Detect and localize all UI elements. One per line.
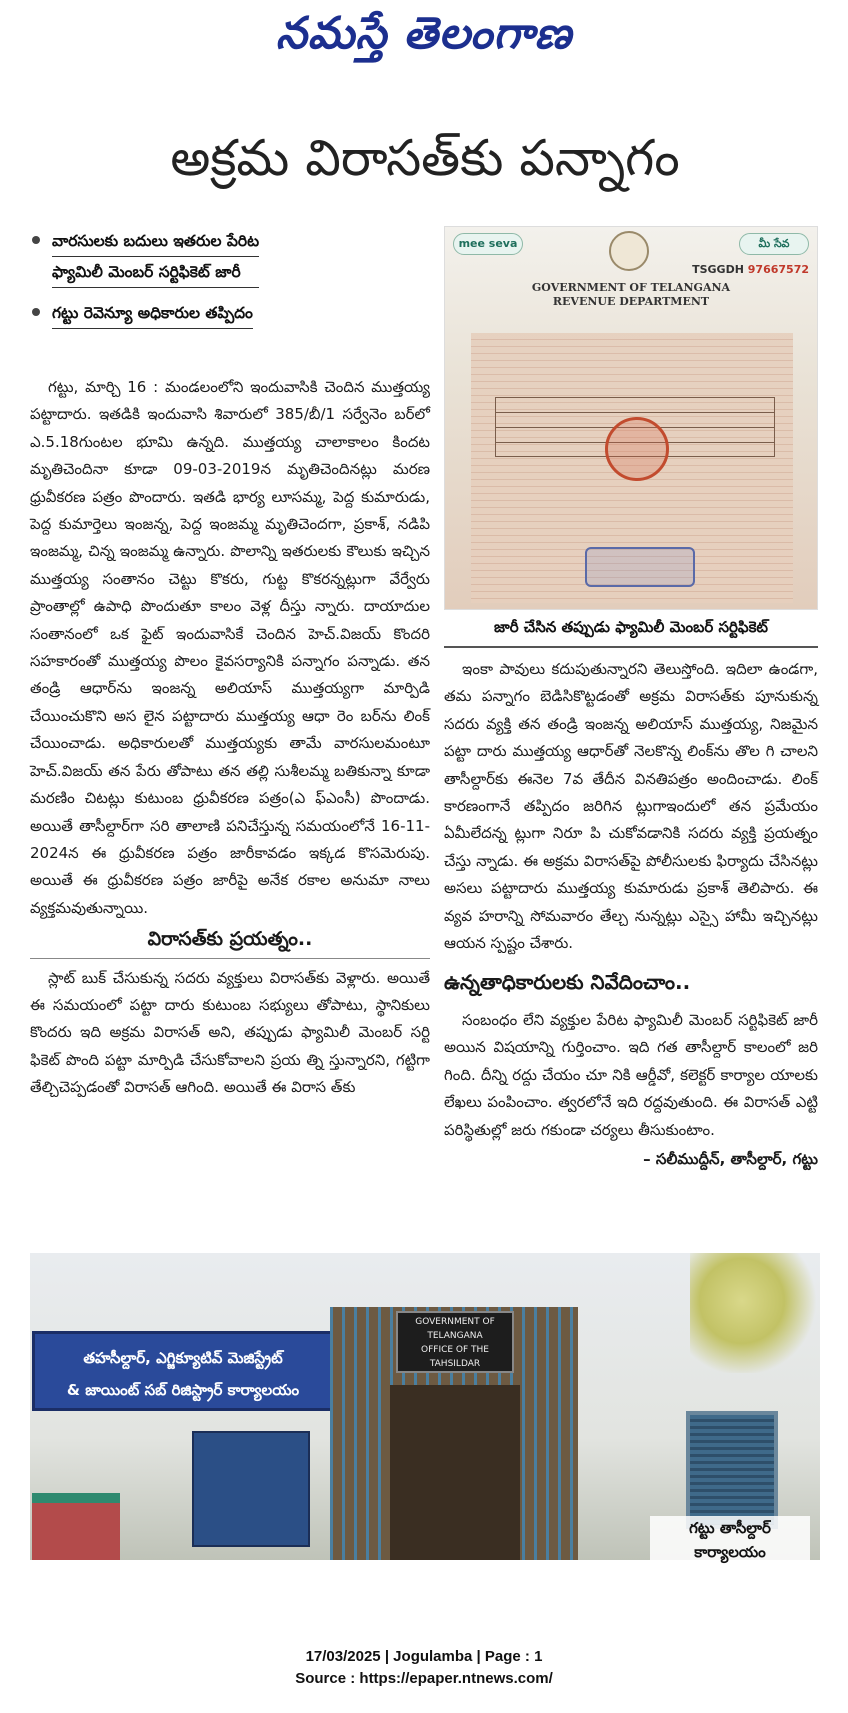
bullet-line: గట్టు రెవెన్యూ అధికారుల తప్పిదం <box>52 298 253 329</box>
article-left-column <box>30 374 430 1102</box>
certificate-photo <box>444 226 818 610</box>
bullet-dot-icon <box>32 236 40 244</box>
office-board-line: & జాయింట్ సబ్ రిజిస్ట్రార్ కార్యాలయం <box>66 1381 300 1399</box>
office-gate <box>330 1307 578 1560</box>
tahsildar-board-line: GOVERNMENT OF TELANGANA <box>415 1317 495 1341</box>
article-subheading: ఉన్నతాధికారులకు నివేదించాం.. <box>444 970 691 995</box>
office-photo-caption <box>650 1516 810 1564</box>
certificate-title-line: REVENUE DEPARTMENT <box>552 295 710 308</box>
bullet-dot-icon <box>32 308 40 316</box>
official-seal-icon <box>605 417 669 481</box>
masthead-title: నమస్తే తెలంగాణ <box>275 8 573 59</box>
bullet-item <box>30 226 425 288</box>
tahsildar-board <box>396 1311 514 1373</box>
meeseva-logo: mee seva <box>453 233 523 255</box>
article-paragraph: ఇంకా పావులు కదుపుతున్నారని తెలుస్తోంది. ఇదిలా ఉండగా, తమ పన్నాగం బెడిసికొట్టడంతో అక్రమ విరాసత్‌కు పూనుకున్న సదరు వ్యక్తి తన తండ్రి ఇంజన్న అలియాస్ ముత్తయ్య, నిజమైన పట్టా దారు ముత్తయ్య ఆధార్‌తో నెలకొన్న లింక్‌ను తొల గి చాలని తాసీల్దార్‌కు ఈనెల 7వ తేదీన వినతిపత్రం అందించాడు. లింక్ కారణంగానే తప్పిదం జరిగిన ట్లుగాఇందులో తన ప్రమేయం ఏమీలేదన్న ట్లుగా నిరూ పి చుకోవడానికి సదరు వ్యక్తి ప్రయత్నం చేస్తు న్నాడు. ఈ అక్రమ విరాసత్‌పై పోలీసులకు ఫిర్యాదు చేసినట్లు అసలు పట్టాదారు ముత్తయ్య కుమారుడు ప్రకాశ్ తెలిపారు. ఈ వ్యవ హరాన్ని సోమవారం తేల్చ నున్నట్లు ఎస్సై హామీ ఇచ్చినట్లు ఆయన స్పష్టం చేశారు. <box>444 660 818 953</box>
bullet-text <box>52 298 253 329</box>
office-board-line: తహసీల్దార్, ఎగ్జిక్యూటివ్ మెజిస్ట్రేట్ <box>83 1349 283 1367</box>
office-caption-line: కార్యాలయం <box>694 1543 766 1561</box>
bullet-line: వారసులకు బదులు ఇతరుల పేరిట <box>52 226 259 257</box>
article-right-column <box>444 656 818 1173</box>
article-signature: – సలీముద్దీన్, తాసీల్దార్, గట్టు <box>643 1149 818 1168</box>
office-caption-line: గట్టు తాసీల్దార్ <box>689 1519 771 1537</box>
bullet-item <box>30 298 425 329</box>
bullet-list <box>30 226 425 339</box>
article-paragraph: సంబంధం లేని వ్యక్తుల పేరిట ఫ్యామిలీ మెంబర్ సర్టిఫికెట్ జారీ అయిన విషయాన్ని గుర్తించాం. ఇది గత తాసీల్దార్ కాలంలో జరి గింది. దీన్ని రద్దు చేయం చూ నికి ఆర్డీవో, కలెక్టర్ కార్యాల యాలకు లేఖలు పంపించాం. త్వరలోనే ఇది రద్దవుతుంది. ఈ విరాసత్ ఎట్టి పరిస్థితుల్లో జరు గకుండా చర్యలు తీసుకుంటాం. <box>444 1010 818 1139</box>
bullet-text <box>52 226 259 288</box>
certificate-title-line: GOVERNMENT OF TELANGANA <box>531 281 731 294</box>
certificate-code-prefix: TSGGDH <box>692 263 744 276</box>
certificate-code-number: 97667572 <box>747 263 809 276</box>
headline: అక్రమ విరాసత్‌కు పన్నాగం <box>170 129 680 187</box>
tree-foliage <box>690 1253 820 1373</box>
article-paragraph: గట్టు, మార్చి 16 : మండలంలోని ఇందువాసికి చెందిన ముత్తయ్య పట్టాదారు. ఇతడికి ఇందువాసి శివారులో 385/బీ/1 సర్వేనెం బర్‌లో ఎ.5.18గుంటల భూమి ఉన్నది. ముత్తయ్య చాలాకాలం కిందట మృతిచెందినా కూడా 09-03-2019న మృతిచెందినట్లు మరణ ధ్రువీకరణ పత్రం పొందారు. ఇతడి భార్య లూసమ్మ, పెద్ద కుమారుడు, పెద్ద కుమార్తెలు ఇంజన్న, పెద్ద ఇంజమ్మ మృతిచెందగా, ప్రకాశ్, నడిపి ఇంజమ్మ, చిన్న ఇంజమ్మ ఉన్నారు. పొలాన్ని ఇతరులకు కౌలుకు ఇచ్చిన ముత్తయ్య సంతానం చెట్టు కొకరు, గుట్ట కొకరన్నట్లుగా వేర్వేరు ప్రాంతాల్లో ఉపాధి పొందుతూ కాలం వెళ్ల దీస్తు న్నారు. దాయాదుల సంతానంలో ఒక ఫైట్ ఇందువాసికే చెందిన హెచ్.విజయ్ కొందరి సహకారంతో ముత్తయ్య పొలం కైవసర్యానికి పన్నాగం పన్నాడు. తన తండ్రి ఆధార్‌ను ఇంజన్న అలియాస్ ముత్తయ్యగా మార్పిడి చేయించుకొని అస లైన పట్టాదారు ముత్తయ్య ఆధా రెం బర్‌ను లింక్ చేయించాడు. అధికారులతో ముత్తయ్యకు తామే వారసులమంటూ హెచ్.విజయ్ తన పేరు తోపాటు తన తల్లి సుశీలమ్మ బతికున్నా కూడా మరణిం చిటట్లు కుటుంబ ధ్రువీకరణ పత్రం(ఎ ఫ్‌ఎంసీ) పొందాడు. అయితే తాసీల్దార్‌గా సరి తాలాణి పనిచేస్తున్న సమయంలోనే 16-11-2024న ఈ ధ్రువీకరణ పత్రం జారీకావడం ఇక్కడ కొసమెరుపు. అయితే ఈ ధ్రువీకరణ పత్రం జారీపై అనేక రకాల అనుమా నాలు వ్యక్తమవుతున్నాయి. <box>30 378 430 917</box>
cart <box>32 1493 120 1560</box>
bullet-line: ఫ్యామిలీ మెంబర్ సర్టిఫికెట్ జారీ <box>52 257 259 288</box>
certified-stamp-icon <box>585 547 695 587</box>
footer-date-line: 17/03/2025 | Jogulamba | Page : 1 <box>305 1648 543 1665</box>
page-footer <box>0 1646 848 1690</box>
footer-source-line: Source : https://epaper.ntnews.com/ <box>295 1670 553 1687</box>
tahsildar-board-line: OFFICE OF THE TAHSILDAR <box>421 1345 489 1369</box>
masthead <box>0 8 848 76</box>
telangana-emblem-icon <box>609 231 649 271</box>
meeseva-telugu-logo: మీ సేవ <box>739 233 809 255</box>
certificate-caption: జారీ చేసిన తప్పుడు ఫ్యామిలీ మెంబర్ సర్టిఫికెట్ <box>444 618 818 648</box>
certificate-title <box>445 281 817 309</box>
certificate-code <box>692 263 809 276</box>
article-subheading: విరాసత్‌కు ప్రయత్నం.. <box>30 926 430 958</box>
office-window <box>686 1411 778 1529</box>
notice-board <box>192 1431 310 1547</box>
office-photo <box>30 1253 820 1560</box>
office-doorway <box>390 1385 520 1560</box>
article-paragraph: స్లాట్ బుక్ చేసుకున్న సదరు వ్యక్తులు విరాసత్‌కు వెళ్లారు. అయితే ఈ సమయంలో పట్టా దారు కుటుంబ సభ్యులు తోపాటు, స్థానికులు కొందరు ఇది అక్రమ విరాసత్ అని, తప్పుడు ఫ్యామిలీ మెంబర్ సర్టి ఫికెట్ పొంది పట్టా మార్పిడి చేసుకోవాలని ప్రయ త్ని స్తున్నారని, గట్టిగా తేల్చిచెప్పడంతో విరాసత్ ఆగింది. అయితే ఈ విరాస త్‌కు <box>30 968 430 1097</box>
office-name-board <box>32 1331 334 1411</box>
